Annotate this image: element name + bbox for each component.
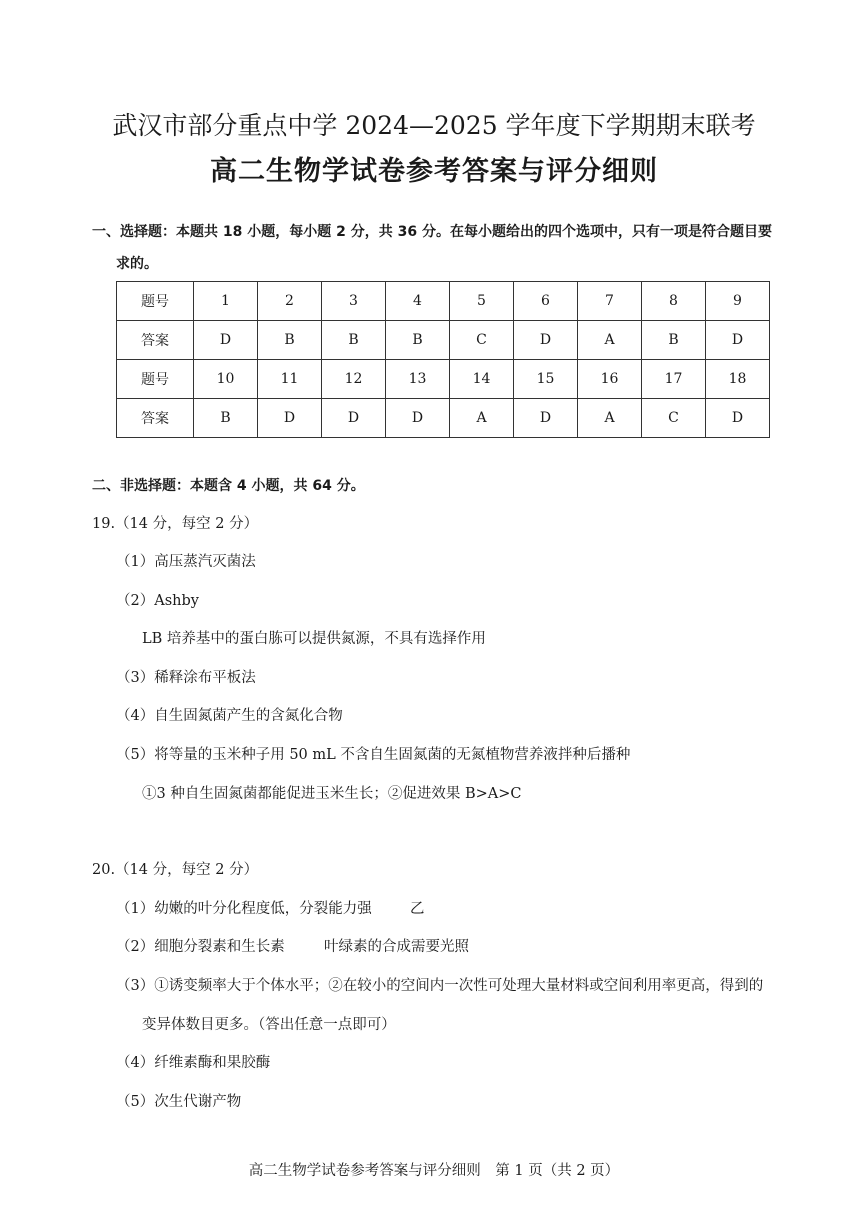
section1-heading: 一、选择题：本题共 18 小题，每小题 2 分，共 36 分。在每小题给出的四个选项中，只有一项是符合题目要	[92, 224, 772, 240]
table-row-answers-1	[117, 321, 770, 360]
q20-answer-3b: 变异体数目更多。（答出任意一点即可）	[142, 1017, 396, 1033]
table-cell: 4	[386, 282, 450, 321]
table-cell: 2	[258, 282, 322, 321]
table-cell: 9	[706, 282, 770, 321]
table-cell: 3	[322, 282, 386, 321]
section1-heading-cont: 求的。	[116, 256, 158, 272]
q19-answer-5: （5）将等量的玉米种子用 50 mL 不含自生固氮菌的无氮植物营养液拌种后播种	[116, 747, 631, 763]
table-cell: C	[450, 321, 514, 360]
table-cell: 13	[386, 360, 450, 399]
row-label: 答案	[117, 321, 194, 360]
q20-answer-2b: 叶绿素的合成需要光照	[324, 939, 469, 955]
table-cell: C	[642, 399, 706, 438]
table-cell: A	[450, 399, 514, 438]
q20-answer-2: （2）细胞分裂素和生长素	[116, 939, 285, 955]
table-cell: B	[386, 321, 450, 360]
table-cell: 16	[578, 360, 642, 399]
table-cell: D	[258, 399, 322, 438]
q20-answer-1b: 乙	[410, 901, 425, 917]
q19-heading: 19.（14 分，每空 2 分）	[92, 516, 259, 532]
table-cell: 12	[322, 360, 386, 399]
exam-title: 武汉市部分重点中学 2024—2025 学年度下学期期末联考	[112, 111, 756, 140]
table-cell: B	[322, 321, 386, 360]
table-cell: 8	[642, 282, 706, 321]
table-cell: 18	[706, 360, 770, 399]
row-label: 答案	[117, 399, 194, 438]
row-label: 题号	[117, 360, 194, 399]
table-cell: 14	[450, 360, 514, 399]
table-cell: D	[322, 399, 386, 438]
section2-heading: 二、非选择题：本题含 4 小题，共 64 分。	[92, 478, 365, 494]
table-cell: D	[194, 321, 258, 360]
q19-answer-2: （2）Ashby	[116, 593, 199, 609]
document-title: 高二生物学试卷参考答案与评分细则	[210, 156, 658, 187]
table-cell: 7	[578, 282, 642, 321]
table-row-numbers-2	[117, 360, 770, 399]
table-cell: B	[194, 399, 258, 438]
table-cell: 10	[194, 360, 258, 399]
table-row-numbers-1	[117, 282, 770, 321]
table-row-answers-2	[117, 399, 770, 438]
q19-answer-1: （1）高压蒸汽灭菌法	[116, 554, 256, 570]
row-label: 题号	[117, 282, 194, 321]
table-cell: 11	[258, 360, 322, 399]
q20-answer-4: （4）纤维素酶和果胶酶	[116, 1055, 271, 1071]
table-cell: 17	[642, 360, 706, 399]
q20-answer-5: （5）次生代谢产物	[116, 1094, 242, 1110]
answer-table	[116, 281, 770, 438]
q19-answer-2b: LB 培养基中的蛋白胨可以提供氮源，不具有选择作用	[142, 631, 486, 647]
table-cell: 15	[514, 360, 578, 399]
table-cell: D	[386, 399, 450, 438]
table-cell: 5	[450, 282, 514, 321]
table-cell: A	[578, 321, 642, 360]
q20-answer-1: （1）幼嫩的叶分化程度低，分裂能力强	[116, 901, 372, 917]
table-cell: A	[578, 399, 642, 438]
table-cell: D	[706, 321, 770, 360]
table-cell: B	[642, 321, 706, 360]
table-cell: D	[514, 321, 578, 360]
table-cell: D	[706, 399, 770, 438]
q19-answer-3: （3）稀释涂布平板法	[116, 670, 256, 686]
q19-answer-5b: ①3 种自生固氮菌都能促进玉米生长；②促进效果 B>A>C	[142, 786, 522, 802]
q19-answer-4: （4）自生固氮菌产生的含氮化合物	[116, 708, 343, 724]
q20-heading: 20.（14 分，每空 2 分）	[92, 862, 259, 878]
table-cell: D	[514, 399, 578, 438]
table-cell: B	[258, 321, 322, 360]
page-footer: 高二生物学试卷参考答案与评分细则 第 1 页（共 2 页）	[248, 1163, 620, 1179]
table-cell: 1	[194, 282, 258, 321]
table-cell: 6	[514, 282, 578, 321]
q20-answer-3: （3）①诱变频率大于个体水平；②在较小的空间内一次性可处理大量材料或空间利用率更高，得到的	[116, 978, 764, 994]
